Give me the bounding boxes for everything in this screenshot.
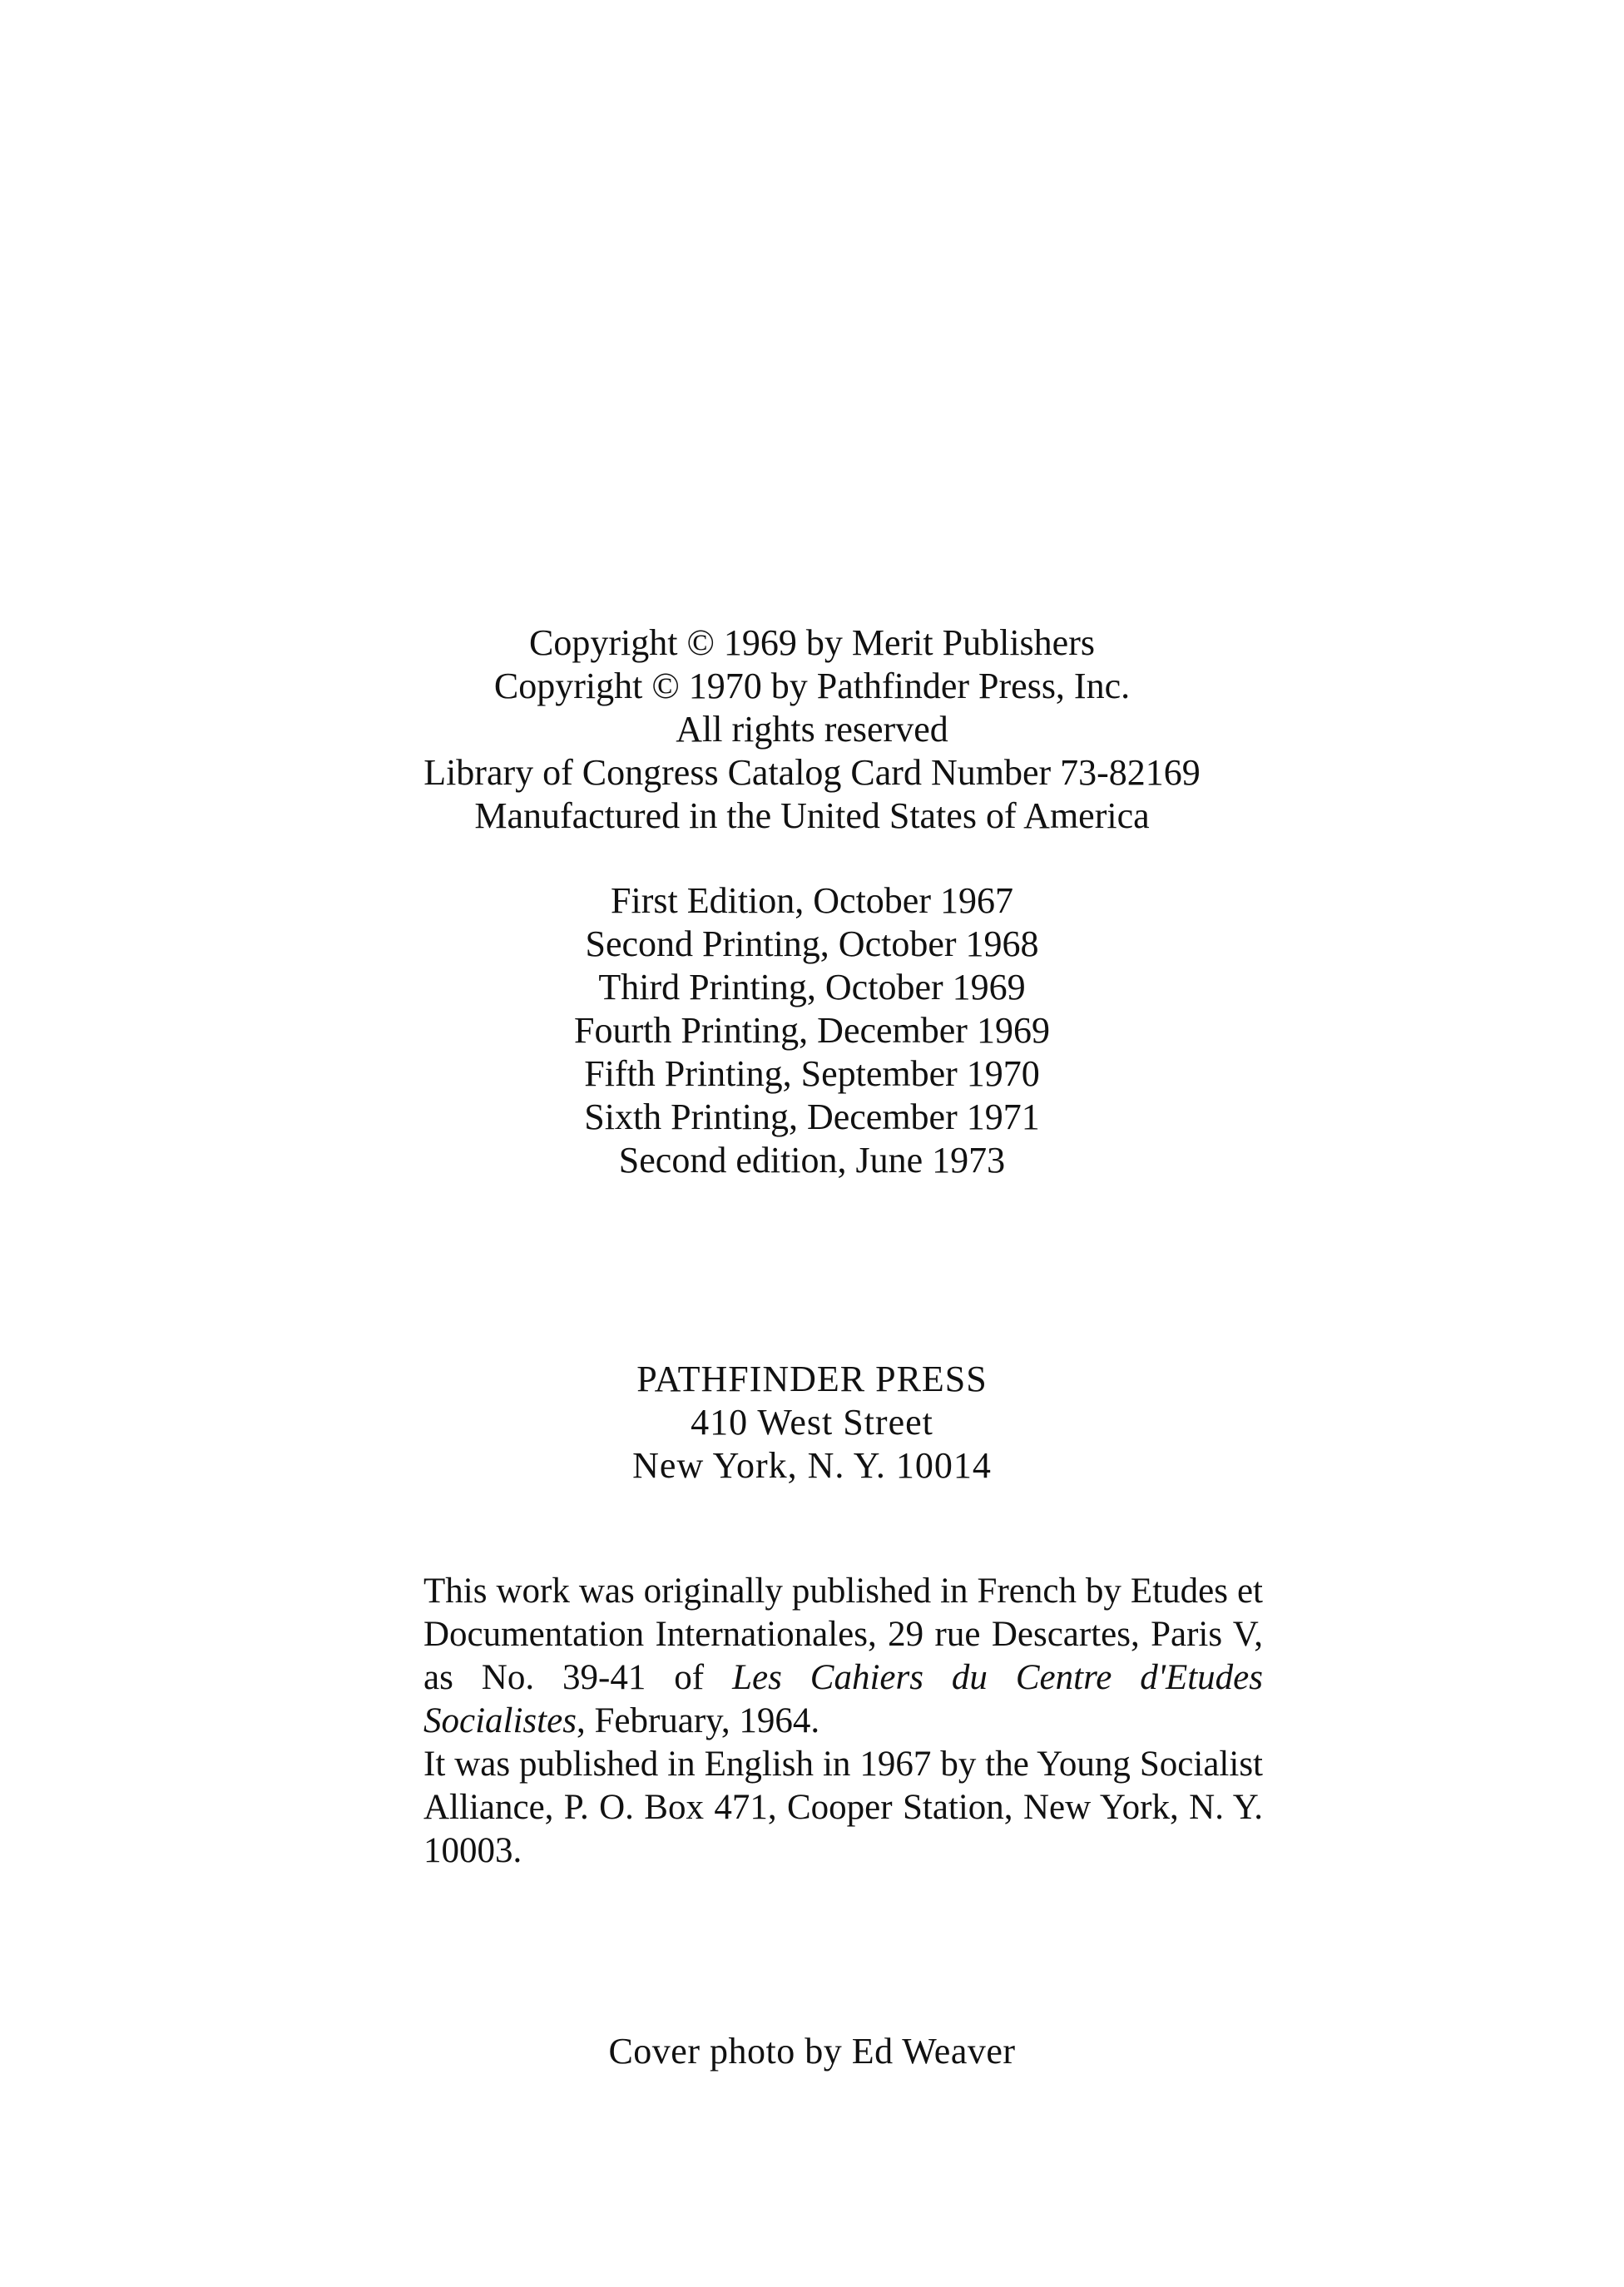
catalog-card-number: Library of Congress Catalog Card Number 73-82169 — [423, 752, 1201, 793]
original-publication-date: , February, 1964. — [576, 1701, 820, 1740]
cover-photo-credit: Cover photo by Ed Weaver — [608, 2031, 1016, 2072]
publisher-name: PATHFINDER PRESS — [636, 1359, 988, 1399]
journal-title: Les Cahiers du Centre d'Etudes Socialistes — [423, 1658, 1263, 1740]
rights-reserved: All rights reserved — [676, 709, 948, 750]
copyright-line-pathfinder: Copyright © 1970 by Pathfinder Press, Inc. — [493, 666, 1131, 706]
original-publication-paragraph — [394, 1570, 1263, 1743]
printing-entry: Fourth Printing, December 1969 — [574, 1010, 1050, 1051]
printing-entry: Second Printing, October 1968 — [585, 923, 1039, 964]
printing-entry: Fifth Printing, September 1970 — [584, 1053, 1040, 1094]
printing-entry: Second edition, June 1973 — [618, 1140, 1006, 1181]
publication-note — [394, 1570, 1263, 1873]
copyright-line-merit: Copyright © 1969 by Merit Publishers — [529, 622, 1095, 663]
printing-entry: Sixth Printing, December 1971 — [584, 1096, 1040, 1137]
publisher-address — [0, 1358, 1624, 1488]
cover-credit — [0, 2030, 1624, 2073]
printing-history — [0, 879, 1624, 1182]
original-publication-text: This work was originally published in French by Etudes et Documentation Internationales, 29 rue Descartes, Paris V, as No. 39-41 of — [423, 1572, 1263, 1697]
english-publication-paragraph: It was published in English in 1967 by the Young Socialist Alliance, P. O. Box 471, Cooper Station, New York, N. Y. 10003. — [423, 1745, 1263, 1870]
publisher-city: New York, N. Y. 10014 — [632, 1445, 992, 1486]
manufactured-in: Manufactured in the United States of America — [474, 795, 1150, 836]
printing-entry: First Edition, October 1967 — [611, 880, 1013, 921]
copyright-notice — [0, 621, 1624, 838]
publisher-street: 410 West Street — [691, 1402, 933, 1443]
printing-entry: Third Printing, October 1969 — [598, 967, 1026, 1007]
